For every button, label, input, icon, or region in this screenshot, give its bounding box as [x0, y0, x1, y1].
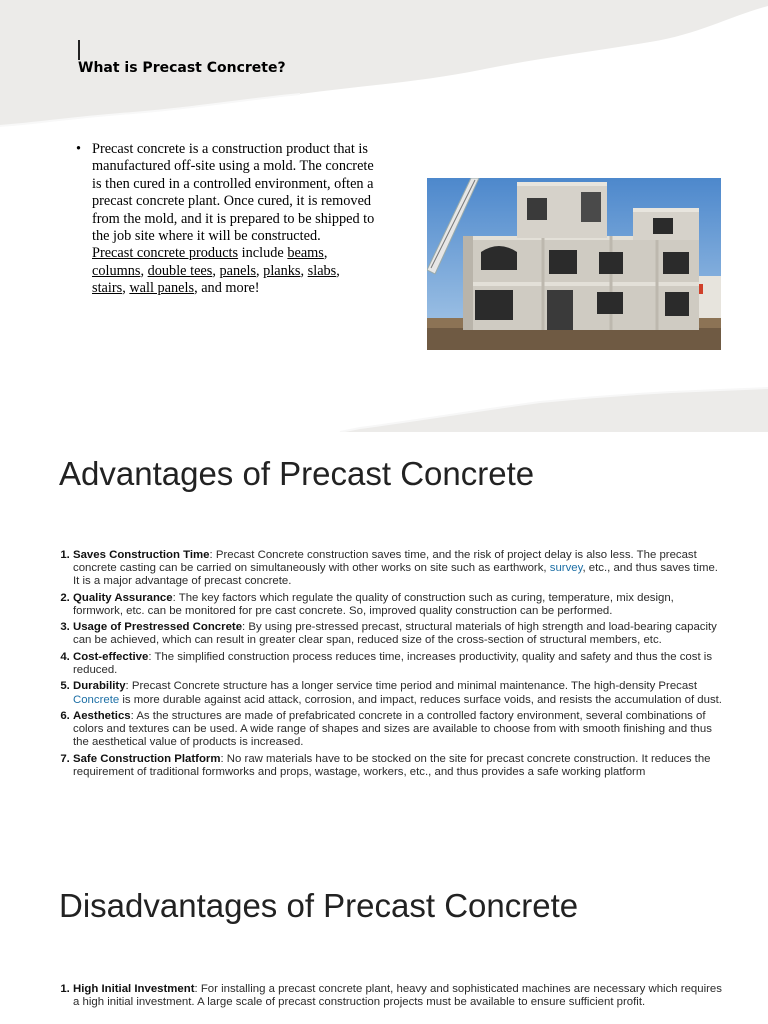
list-item [73, 621, 725, 647]
bullet-intro: Precast concrete is a construction product that is manufactured off-site using a mold. The concrete is then cured in a controlled environment, often a precast concrete plant. Once cured, it is removed from the mold, and it is prepared to be shipped to the job site where it will be constructed. [92, 141, 375, 245]
advantages-list [58, 549, 725, 782]
advantages-heading: Advantages of Precast Concrete [59, 455, 535, 492]
products-link[interactable]: Precast concrete products [92, 245, 239, 262]
item-text: : Precast Concrete structure has a longer service time period and minimal maintenance. The high-density Precast [125, 680, 698, 693]
link-stairs[interactable]: stairs [92, 280, 123, 297]
disadvantages-list [58, 983, 725, 1013]
separator: , [140, 262, 148, 279]
item-term: Saves Construction Time [73, 549, 210, 561]
precast-building-photo [427, 178, 721, 350]
separator: , [300, 262, 308, 279]
list-item [73, 549, 725, 588]
link-panels[interactable]: panels [219, 262, 257, 279]
link-planks[interactable]: planks [263, 262, 301, 279]
separator: , [256, 262, 264, 279]
item-text: : No raw materials have to be stocked on the site for precast concrete construction. It reduces the requirement of traditional formworks and props, wastage, workers, etc., and thus provides a safe working platform [73, 752, 711, 778]
bullet-end: , and more! [194, 280, 260, 297]
separator: , [122, 280, 130, 297]
item-term: Safe Construction Platform [73, 752, 221, 765]
item-text: , etc., and thus saves time. It is a major advantage of precast concrete. [73, 562, 718, 588]
item-term: Cost-effective [73, 650, 149, 663]
item-text: : By using pre-stressed precast, structural materials of high strength and load-bearing capacity can be achieved, which can result in greater clear span, reduced size of the cross-section of structural members, etc. [73, 621, 717, 647]
link-double-tees[interactable]: double tees [147, 262, 213, 279]
list-item [73, 710, 725, 749]
link-slabs[interactable]: slabs [307, 262, 337, 279]
item-text: is more durable against acid attack, corrosion, and impact, reduces surface voids, and resists the accumulation of dust. [119, 693, 722, 706]
slide-advantages [0, 432, 768, 1024]
item-term: Quality Assurance [73, 591, 173, 604]
separator: , [212, 262, 220, 279]
list-item [73, 680, 725, 706]
concrete-link[interactable]: Concrete [73, 693, 120, 706]
list-item [73, 651, 725, 677]
item-term: High Initial Investment [73, 983, 195, 995]
link-beams[interactable]: beams [287, 245, 324, 262]
slide-what-is-precast [0, 0, 768, 432]
text-cursor [78, 40, 80, 60]
connector-text: include [238, 245, 288, 262]
link-wall-panels[interactable]: wall panels [129, 280, 195, 297]
survey-link[interactable]: survey [549, 562, 583, 575]
item-text: : For installing a precast concrete plant, heavy and sophisticated machines are necessary which requires a high initial investment. A large scale of precast construction projects must be available to ensure sufficient profit. [73, 983, 722, 1009]
disadvantages-heading: Disadvantages of Precast Concrete [59, 887, 579, 924]
list-item [73, 592, 725, 618]
item-text: : The key factors which regulate the quality of construction such as curing, temperature, mix design, formwork, etc. can be monitored for pre cast concrete. So, improved quality construction can be performed. [73, 591, 674, 617]
bullet-icon: • [76, 141, 82, 157]
bullet-paragraph [76, 141, 376, 298]
slide-title: What is Precast Concrete? [78, 60, 286, 76]
item-term: Aesthetics [73, 709, 131, 722]
item-text: : Precast Concrete construction saves time, and the risk of project delay is also less. The precast concrete casting can be carried on simultaneously with other works on site such as earthwork, [73, 549, 697, 575]
separator: , [336, 262, 340, 279]
item-text: : As the structures are made of prefabricated concrete in a controlled factory environment, several combinations of colors and textures can be used. A wide range of shapes and sizes are available to choose from with smooth finishing and thus the aesthetical value of products is increased. [73, 709, 712, 749]
item-term: Usage of Prestressed Concrete [73, 621, 243, 634]
list-item [73, 983, 725, 1009]
list-item [73, 753, 725, 779]
link-columns[interactable]: columns [92, 262, 141, 279]
separator: , [323, 245, 328, 262]
item-text: : The simplified construction process reduces time, increases productivity, quality and safety and thus the cost is reduced. [73, 650, 713, 676]
item-term: Durability [73, 680, 126, 693]
